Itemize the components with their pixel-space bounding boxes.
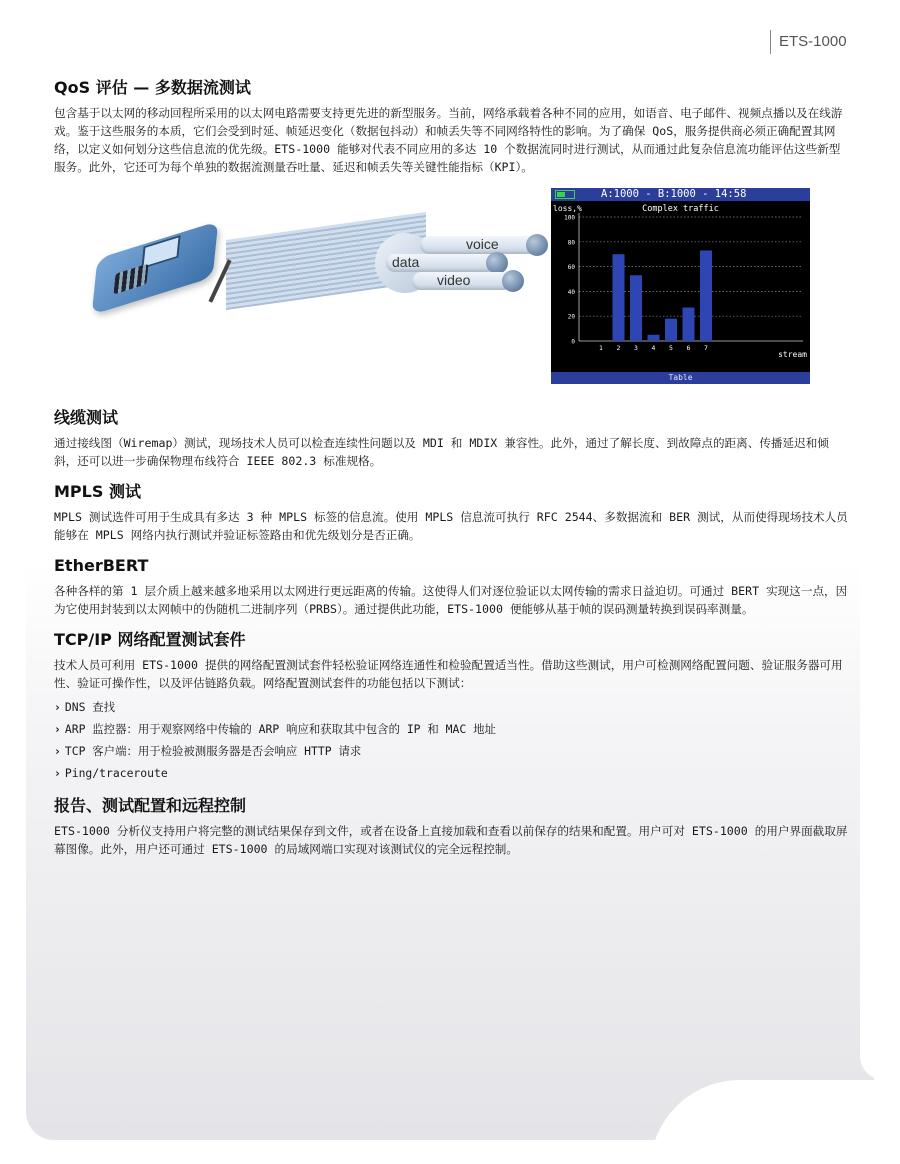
video-label: video [437,272,471,288]
section-body: 技术人员可利用 ETS-1000 提供的网络配置测试套件轻松验证网络连通性和检验配置适当性。借助这些测试，用户可检测网络配置问题、验证服务器可用性、验证可操作性，以及评估链路负载。网络配置测试套件的功能包括以下测试： [54,658,843,690]
battery-icon [555,190,575,199]
screen-status-bar [551,188,810,201]
section-title: 报告、测试配置和远程控制 [54,796,247,815]
bar-chart [551,201,810,372]
voice-stream-end [526,234,548,256]
section-title: QoS 评估 — 多数据流测试 [54,78,251,97]
list-item: › DNS 查找 [54,700,116,714]
bar [683,308,695,341]
section-title: EtherBERT [54,556,149,575]
section-etherbert [54,556,850,618]
section-tcpip [54,630,850,784]
x-tick-label: 3 [634,344,638,352]
section-qos [54,78,850,176]
y-tick-label: 60 [567,264,575,272]
x-axis-label: stream [778,350,807,359]
y-tick-label: 80 [567,239,575,247]
list-item: › Ping/traceroute [54,766,168,780]
section-mpls [54,482,850,544]
section-report [54,796,850,858]
section-title: TCP/IP 网络配置测试套件 [54,630,246,649]
screen-footer-tab[interactable]: Table [551,372,810,384]
y-axis-label: loss,% [553,204,582,213]
section-body: ETS-1000 分析仪支持用户将完整的测试结果保存到文件，或者在设备上直接加载和查看以前保存的结果和配置。用户可对 ETS-1000 的用户界面截取屏幕图像。此外，用户还可通过 ETS-1000 的局域网端口实现对该测试仪的完全远程控制。 [54,824,848,856]
y-tick-label: 100 [564,214,575,222]
section-body: 通过接线图（Wiremap）测试，现场技术人员可以检查连续性问题以及 MDI 和 MDIX 兼容性。此外，通过了解长度、到故障点的距离、传播延迟和倾斜，还可以进一步确保物理布线符合 IEEE 802.3 标准规格。 [54,436,829,468]
x-tick-label: 2 [616,344,621,352]
bar [700,250,712,341]
bullet-icon: › [54,744,61,758]
x-tick-label: 6 [686,344,691,352]
data-label: data [392,254,420,270]
section-title: MPLS 测试 [54,482,141,501]
data-stream-end [486,252,508,274]
x-tick-label: 5 [669,344,673,352]
section-body: 各种各样的第 1 层介质上越来越多地采用以太网进行更远距离的传输。这使得人们对逐位验证以太网传输的需求日益迫切。可通过 BERT 实现这一点，因为它使用封装到以太网帧中的伪随机二进制序列（PRBS）。通过提供此功能，ETS-1000 便能够从基于帧的误码测量转换到误码率测量。 [54,584,848,616]
y-tick-label: 0 [571,338,575,346]
voice-label: voice [466,236,499,252]
section-body: 包含基于以太网的移动回程所采用的以太网电路需要支持更先进的新型服务。当前，网络承载着各种不同的应用，如语音、电子邮件、视频点播以及在线游戏。鉴于这些服务的本质，它们会受到时延、帧延迟变化（数据包抖动）和帧丢失等不同网络特性的影响。为了确保 QoS，服务提供商必须正确配置其网络，以定义如何划分这些信息流的优先级。ETS-1000 能够对代表不同应用的多达 10 个数据流同时进行测试，从而通过此复杂信息流功能评估这些新型服务。此外，它还可为每个单独的数据流测量吞吐量、延迟和帧丢失等关键性能指标（KPI）。 [54,106,843,174]
device-screen-chart [551,188,810,384]
video-stream-end [502,270,524,292]
section-title: 线缆测试 [54,408,119,427]
figure-row [54,188,850,396]
x-tick-label: 4 [651,344,656,352]
chart-title: Complex traffic [642,204,719,214]
bar [665,319,677,341]
list-item: › TCP 客户端：用于检验被测服务器是否会响应 HTTP 请求 [54,744,362,758]
y-tick-label: 20 [567,313,575,321]
brand-label: ETS-1000 [770,30,847,54]
bar [630,275,642,341]
x-tick-label: 7 [704,344,708,352]
bullet-icon: › [54,700,61,714]
document-body [54,78,850,870]
list-item: › ARP 监控器：用于观察网络中传输的 ARP 响应和获取其中包含的 IP 和 MAC 地址 [54,722,496,736]
background-panel-edge [860,560,900,1080]
section-body: MPLS 测试选件可用于生成具有多达 3 种 MPLS 标签的信息流。使用 MPLS 信息流可执行 RFC 2544、多数据流和 BER 测试，从而使得现场技术人员能够在 MPLS 网络内执行测试并验证标签路由和优先级划分是否正确。 [54,510,848,542]
screen-status-text: A:1000 - B:1000 - 14:58 [601,188,747,200]
section-cable [54,408,850,470]
x-tick-label: 1 [599,344,603,352]
tester-device [92,221,219,315]
bullet-icon: › [54,722,61,736]
bullet-icon: › [54,766,61,780]
bar [648,335,660,341]
test-list [54,696,850,784]
y-tick-label: 40 [567,288,575,296]
bar [613,254,625,341]
multistream-illustration [90,208,550,348]
